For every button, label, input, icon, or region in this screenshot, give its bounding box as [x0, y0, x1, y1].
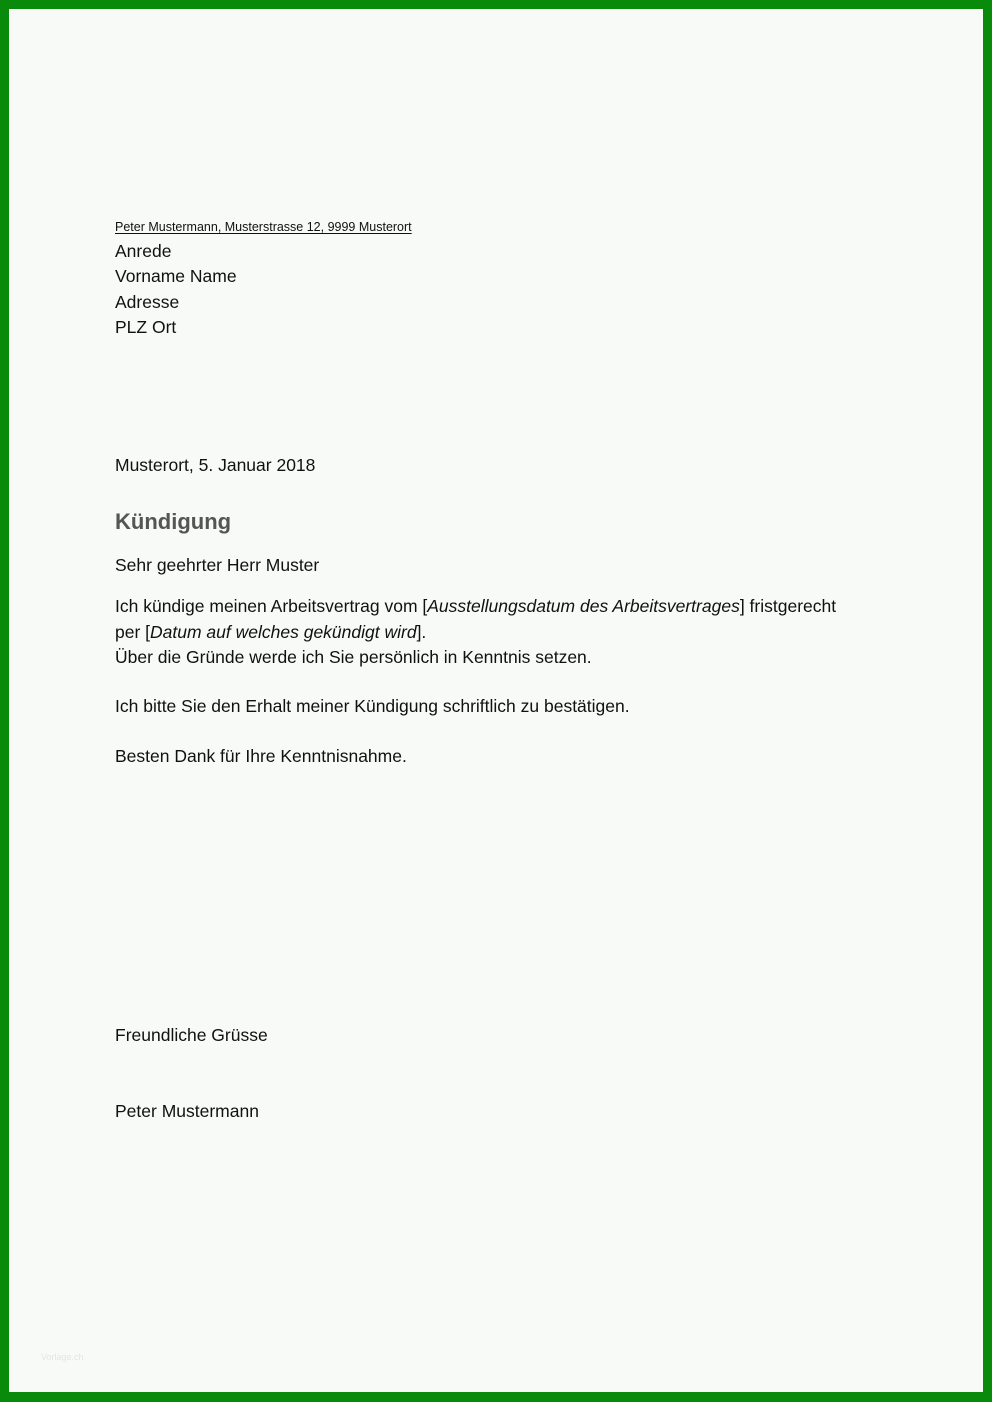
subject-heading: Kündigung — [115, 509, 232, 534]
recipient-city: PLZ Ort — [115, 316, 177, 337]
body-text: ] fristgerecht — [739, 596, 837, 616]
recipient-anrede: Anrede — [115, 241, 172, 261]
body-text: Ich kündige meinen Arbeitsvertrag vom [ — [115, 596, 428, 616]
body-text: ]. — [416, 621, 427, 642]
date-line: Musterort, 5. Januar 2018 — [115, 455, 316, 475]
recipient-address: Adresse — [115, 291, 180, 312]
body-line-1 — [115, 594, 836, 620]
termination-date-placeholder: Datum auf welches gekündigt wird — [150, 621, 417, 642]
body-paragraph-2: Ich bitte Sie den Erhalt meiner Kündigung schriftlich zu bestätigen. — [115, 696, 630, 716]
body-paragraph-1 — [115, 594, 836, 671]
body-paragraph-3: Besten Dank für Ihre Kenntnisnahme. — [115, 746, 407, 766]
signature-name: Peter Mustermann — [115, 1101, 259, 1121]
body-line-3: Über die Gründe werde ich Sie persönlich in Kenntnis setzen. — [115, 647, 592, 667]
watermark: Vorlage.ch — [41, 1352, 84, 1362]
letter-page — [9, 9, 983, 1392]
recipient-name: Vorname Name — [115, 266, 237, 287]
salutation: Sehr geehrter Herr Muster — [115, 555, 320, 575]
recipient-block — [115, 239, 237, 340]
closing: Freundliche Grüsse — [115, 1025, 268, 1045]
contract-date-placeholder: Ausstellungsdatum des Arbeitsvertrages — [427, 596, 740, 616]
body-text: per [ — [115, 621, 151, 642]
body-line-2 — [115, 620, 836, 646]
sender-address-line: Peter Mustermann, Musterstrasse 12, 9999 Musterort — [115, 220, 412, 234]
